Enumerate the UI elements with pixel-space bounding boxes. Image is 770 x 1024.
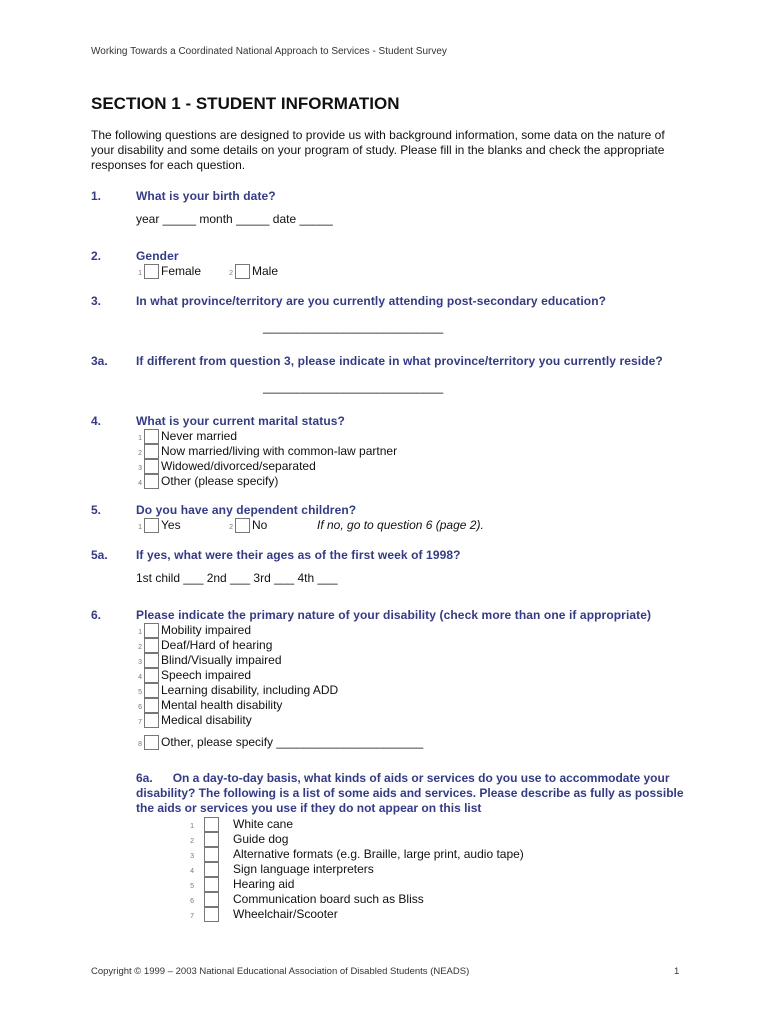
option-label: Speech impaired	[161, 668, 252, 682]
option-number: 2	[190, 838, 194, 845]
checkbox[interactable]	[144, 668, 159, 683]
question-text: If different from question 3, please indicate in what province/territory you currently reside?	[136, 354, 663, 368]
checkbox[interactable]	[144, 623, 159, 638]
option-number: 6	[190, 898, 194, 905]
option-label: Sign language interpreters	[233, 862, 374, 876]
option-number: 3	[138, 465, 142, 472]
question-number: 2.	[91, 249, 102, 263]
option-number: 5	[190, 883, 194, 890]
checkbox[interactable]	[144, 264, 159, 279]
children-ages-field[interactable]: 1st child ___ 2nd ___ 3rd ___ 4th ___	[136, 571, 338, 585]
option-number: 1	[138, 629, 142, 636]
checkbox[interactable]	[204, 907, 219, 922]
checkbox[interactable]	[144, 474, 159, 489]
option-label: Other (please specify)	[161, 474, 279, 488]
question-text: What is your current marital status?	[136, 414, 345, 428]
checkbox[interactable]	[204, 832, 219, 847]
option-label: Wheelchair/Scooter	[233, 907, 338, 921]
page-number: 1	[674, 966, 680, 977]
question-text: On a day-to-day basis, what kinds of aids or services do you use to accommodate your disability? The following is a list of some aids and services. Please describe as fully as possible the aids or services you use if they do not appear on this list	[136, 771, 684, 815]
checkbox[interactable]	[235, 264, 250, 279]
question-number: 1.	[91, 189, 102, 203]
option-number: 3	[190, 853, 194, 860]
option-label: Mobility impaired	[161, 623, 252, 637]
question-text: Do you have any dependent children?	[136, 503, 357, 517]
option-number: 6	[138, 704, 142, 711]
checkbox[interactable]	[144, 429, 159, 444]
question-text: Gender	[136, 249, 179, 263]
option-label: No	[252, 518, 268, 532]
option-number: 2	[229, 270, 233, 277]
question-text: Please indicate the primary nature of your disability (check more than one if appropriate)	[136, 608, 652, 622]
question-text: If yes, what were their ages as of the first week of 1998?	[136, 548, 461, 562]
option-label: Learning disability, including ADD	[161, 683, 339, 697]
section-title: SECTION 1 - STUDENT INFORMATION	[91, 94, 400, 113]
question-number: 4.	[91, 414, 102, 428]
option-number: 3	[138, 659, 142, 666]
option-number: 4	[190, 868, 194, 875]
checkbox[interactable]	[204, 892, 219, 907]
checkbox[interactable]	[204, 847, 219, 862]
option-label: Now married/living with common-law partner	[161, 444, 398, 458]
option-number: 2	[138, 450, 142, 457]
option-label: Mental health disability	[161, 698, 283, 712]
option-label: Deaf/Hard of hearing	[161, 638, 273, 652]
option-number: 1	[190, 823, 194, 830]
option-label: Yes	[161, 518, 181, 532]
question-text: What is your birth date?	[136, 189, 276, 203]
option-number: 1	[138, 435, 142, 442]
option-label: Guide dog	[233, 832, 289, 846]
skip-instruction: If no, go to question 6 (page 2).	[317, 518, 484, 532]
question-number: 6a.	[136, 771, 153, 785]
checkbox[interactable]	[144, 653, 159, 668]
checkbox[interactable]	[235, 518, 250, 533]
question-number: 5.	[91, 503, 102, 517]
option-label: Blind/Visually impaired	[161, 653, 282, 667]
checkbox[interactable]	[144, 713, 159, 728]
option-number: 7	[138, 719, 142, 726]
checkbox[interactable]	[144, 459, 159, 474]
checkbox[interactable]	[204, 877, 219, 892]
page-header: Working Towards a Coordinated National Approach to Services - Student Survey	[91, 46, 447, 57]
option-number: 4	[138, 674, 142, 681]
question-number: 5a.	[91, 548, 108, 562]
intro-paragraph: The following questions are designed to provide us with background information, some data on the nature of your disability and some details on your program of study. Please fill in the blanks and check the appropriate responses for each question.	[91, 128, 665, 173]
option-number: 5	[138, 689, 142, 696]
option-label: White cane	[233, 817, 294, 831]
option-label: Male	[252, 264, 279, 278]
option-label: Female	[161, 264, 202, 278]
checkbox[interactable]	[144, 735, 159, 750]
option-label: Other, please specify ______________________	[161, 735, 424, 749]
checkbox[interactable]	[144, 698, 159, 713]
option-number: 7	[190, 913, 194, 920]
option-number: 4	[138, 480, 142, 487]
option-label: Widowed/divorced/separated	[161, 459, 316, 473]
question-number: 6.	[91, 608, 102, 622]
checkbox[interactable]	[204, 817, 219, 832]
birth-date-field[interactable]: year _____ month _____ date _____	[136, 212, 333, 226]
checkbox[interactable]	[204, 862, 219, 877]
province-field[interactable]: ___________________________	[263, 320, 444, 334]
option-label: Hearing aid	[233, 877, 295, 891]
question-text: In what province/territory are you currently attending post-secondary education?	[136, 294, 607, 308]
option-label: Alternative formats (e.g. Braille, large print, audio tape)	[233, 847, 524, 861]
question-number: 3.	[91, 294, 102, 308]
page-footer: Copyright © 1999 – 2003 National Educational Association of Disabled Students (NEADS)	[91, 966, 470, 977]
question-6a	[136, 771, 696, 816]
option-number: 1	[138, 524, 142, 531]
question-number: 3a.	[91, 354, 108, 368]
option-label: Never married	[161, 429, 238, 443]
option-label: Communication board such as Bliss	[233, 892, 424, 906]
checkbox[interactable]	[144, 638, 159, 653]
option-number: 8	[138, 741, 142, 748]
residence-field[interactable]: ___________________________	[263, 380, 444, 394]
option-number: 2	[229, 524, 233, 531]
checkbox[interactable]	[144, 518, 159, 533]
option-label: Medical disability	[161, 713, 252, 727]
checkbox[interactable]	[144, 683, 159, 698]
option-number: 2	[138, 644, 142, 651]
option-number: 1	[138, 270, 142, 277]
checkbox[interactable]	[144, 444, 159, 459]
